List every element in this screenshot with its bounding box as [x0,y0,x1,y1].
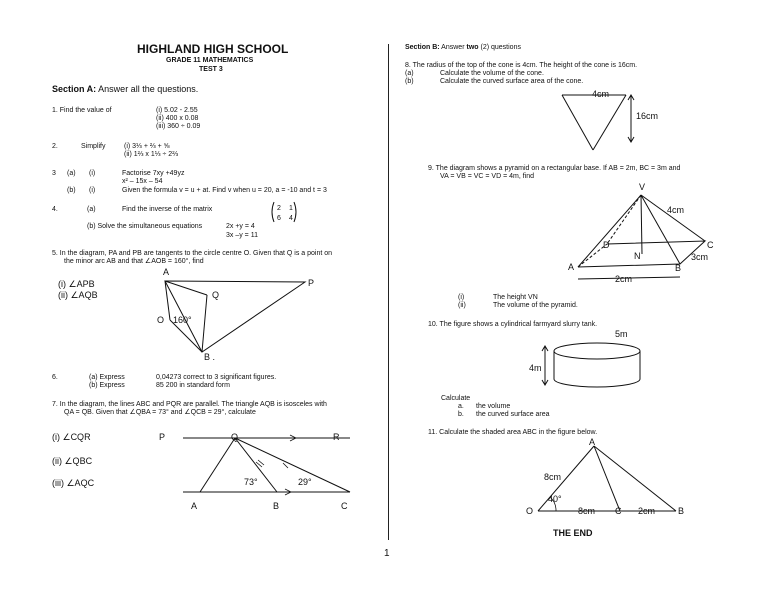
q8-a-text: Calculate the volume of the cone. [440,70,544,77]
label-3cm: 3cm [691,252,709,262]
label-C: C [341,501,348,511]
q8-b-text: Calculate the curved surface area of the cone. [440,78,584,85]
label-A: A [163,267,170,277]
label-V: V [639,182,646,192]
q9-ii-text: The volume of the pyramid. [493,302,578,309]
q9-ii: (ii) [458,302,466,309]
q1-part-i: (i) 5.02 - 2.55 [156,107,198,114]
label-4m: 4m [529,363,542,373]
label-angle-160: 160° [173,315,192,325]
q4-a: (a) [87,206,96,213]
q7-part-i: (i) ∠CQR [52,432,91,442]
label-B: B . [204,352,216,362]
label-40: 40° [548,494,562,504]
q5-line2: the minor arc AB and that ∠AOB = 160°, find [64,258,204,265]
test-title: TEST 3 [199,66,223,73]
q9-pyramid-diagram [560,178,730,288]
q8-a: (a) [405,70,414,77]
grade-title: GRADE 11 MATHEMATICS [166,57,254,64]
q6-number: 6. [52,374,58,381]
label-8cm-side: 8cm [544,472,562,482]
label-B: B [678,506,685,516]
label-29: 29° [298,477,312,487]
q6-b-text: 85 200 in standard form [156,382,230,389]
label-O: O [157,315,165,325]
q10-calculate: Calculate [441,395,471,402]
q8-b: (b) [405,78,414,85]
q3-number: 3 [52,170,56,177]
label-2cm: 2cm [638,506,656,516]
q1-part-ii: (ii) 400 x 0.08 [156,115,199,122]
q2-part-i: (i) 3⅓ + ⅔ + ⅝ [124,143,170,150]
matrix-a: 2 [277,205,281,212]
label-R: R [333,432,340,442]
q4-a-text: Find the inverse of the matrix [122,206,213,213]
q10-b-text: the curved surface area [476,411,550,418]
label-2cm: 2cm [615,274,633,284]
q5-line1: 5. In the diagram, PA and PB are tangents to the circle centre O. Given that Q is a point on [52,250,333,257]
q7-line2: QA = QB. Given that ∠QBA = 73° and ∠QCB = 29°, calculate [64,409,256,416]
label-A: A [589,437,596,447]
label-5m: 5m [615,329,628,339]
section-a-heading: Section A: Answer all the questions. [52,84,199,94]
q5-part-ii: (ii) ∠AQB [58,290,98,300]
column-divider [388,44,389,540]
q3-a-line2: x² – 15x – 54 [122,178,163,185]
q6-a-text: 0,04273 correct to 3 significant figures. [156,374,277,381]
q6-b: (b) Express [89,382,125,389]
q2-number: 2. [52,143,58,150]
q11-line1: 11. Calculate the shaded area ABC in the figure below. [428,429,598,436]
q1-prompt: 1. Find the value of [52,107,112,114]
school-name: HIGHLAND HIGH SCHOOL [137,42,289,56]
matrix-c: 6 [277,215,281,222]
q10-a: a. [458,403,464,410]
q3-a-i: (i) [89,170,96,177]
q8-cone-diagram [555,86,675,161]
q7-line1: 7. In the diagram, the lines ABC and PQR are parallel. The triangle AQB is isosceles with [52,401,327,408]
q4-number: 4. [52,206,58,213]
label-A: A [191,501,198,511]
label-P: P [308,278,315,288]
label-A: A [568,262,575,272]
q5-diagram [150,266,330,366]
q11-triangle-diagram [520,434,695,524]
q3-b-i: (i) [89,187,96,194]
q10-a-text: the volume [476,403,511,410]
q9-i: (i) [458,294,465,301]
label-D: D [603,240,610,250]
q4-eq1: 2x +y = 4 [226,223,255,230]
q5-part-i: (i) ∠APB [58,279,95,289]
label-P: P [159,432,166,442]
label-radius: 4cm [592,89,610,99]
q9-i-text: The height VN [493,294,538,301]
q3-b: (b) [67,187,76,194]
q9-line1: 9. The diagram shows a pyramid on a rectangular base. If AB = 2m, BC = 3m and [428,165,681,172]
label-4cm: 4cm [667,205,685,215]
label-Q: Q [231,432,239,442]
q10-cylinder-diagram [525,326,655,396]
q3-b-text: Given the formula v = u + at. Find v when u = 20, a = -10 and t = 3 [122,187,327,194]
q10-line1: 10. The figure shows a cylindrical farmyard slurry tank. [428,321,598,328]
label-C: C [707,240,714,250]
matrix-b: 1 [289,205,293,212]
q4-b-text: (b) Solve the simultaneous equations [87,223,203,230]
q3-a-text: Factorise 7xy +49yz [122,170,185,177]
q4-matrix [270,201,300,225]
label-8cm-base: 8cm [578,506,596,516]
q6-a: (a) Express [89,374,125,381]
label-B: B [273,501,280,511]
q7-diagram [155,425,365,515]
q1-part-iii: (iii) 360 ÷ 0.09 [156,123,201,130]
label-B: B [675,263,682,273]
q9-line2: VA = VB = VC = VD = 4m, find [440,173,535,180]
q4-eq2: 3x –y = 11 [226,232,258,239]
q7-part-iii: (iii) ∠AQC [52,478,95,488]
q2-prompt: Simplify [81,143,106,150]
q7-part-ii: (ii) ∠QBC [52,456,93,466]
q8-line1: 8. The radius of the top of the cone is 4cm. The height of the cone is 16cm. [405,62,638,69]
label-73: 73° [244,477,258,487]
label-O: O [526,506,534,516]
matrix-d: 4 [289,215,293,222]
section-b-heading: Section B: Answer two (2) questions [405,44,521,51]
label-Q: Q [212,290,220,300]
q10-b: b. [458,411,464,418]
page-number: 1 [384,548,390,559]
label-N: N [634,251,641,261]
q2-part-ii: (ii) 1⅔ x 1⅓ ÷ 2⅔ [124,151,179,158]
q3-a: (a) [67,170,76,177]
label-C: C [615,506,622,516]
the-end: THE END [553,528,593,538]
label-height: 16cm [636,111,659,121]
